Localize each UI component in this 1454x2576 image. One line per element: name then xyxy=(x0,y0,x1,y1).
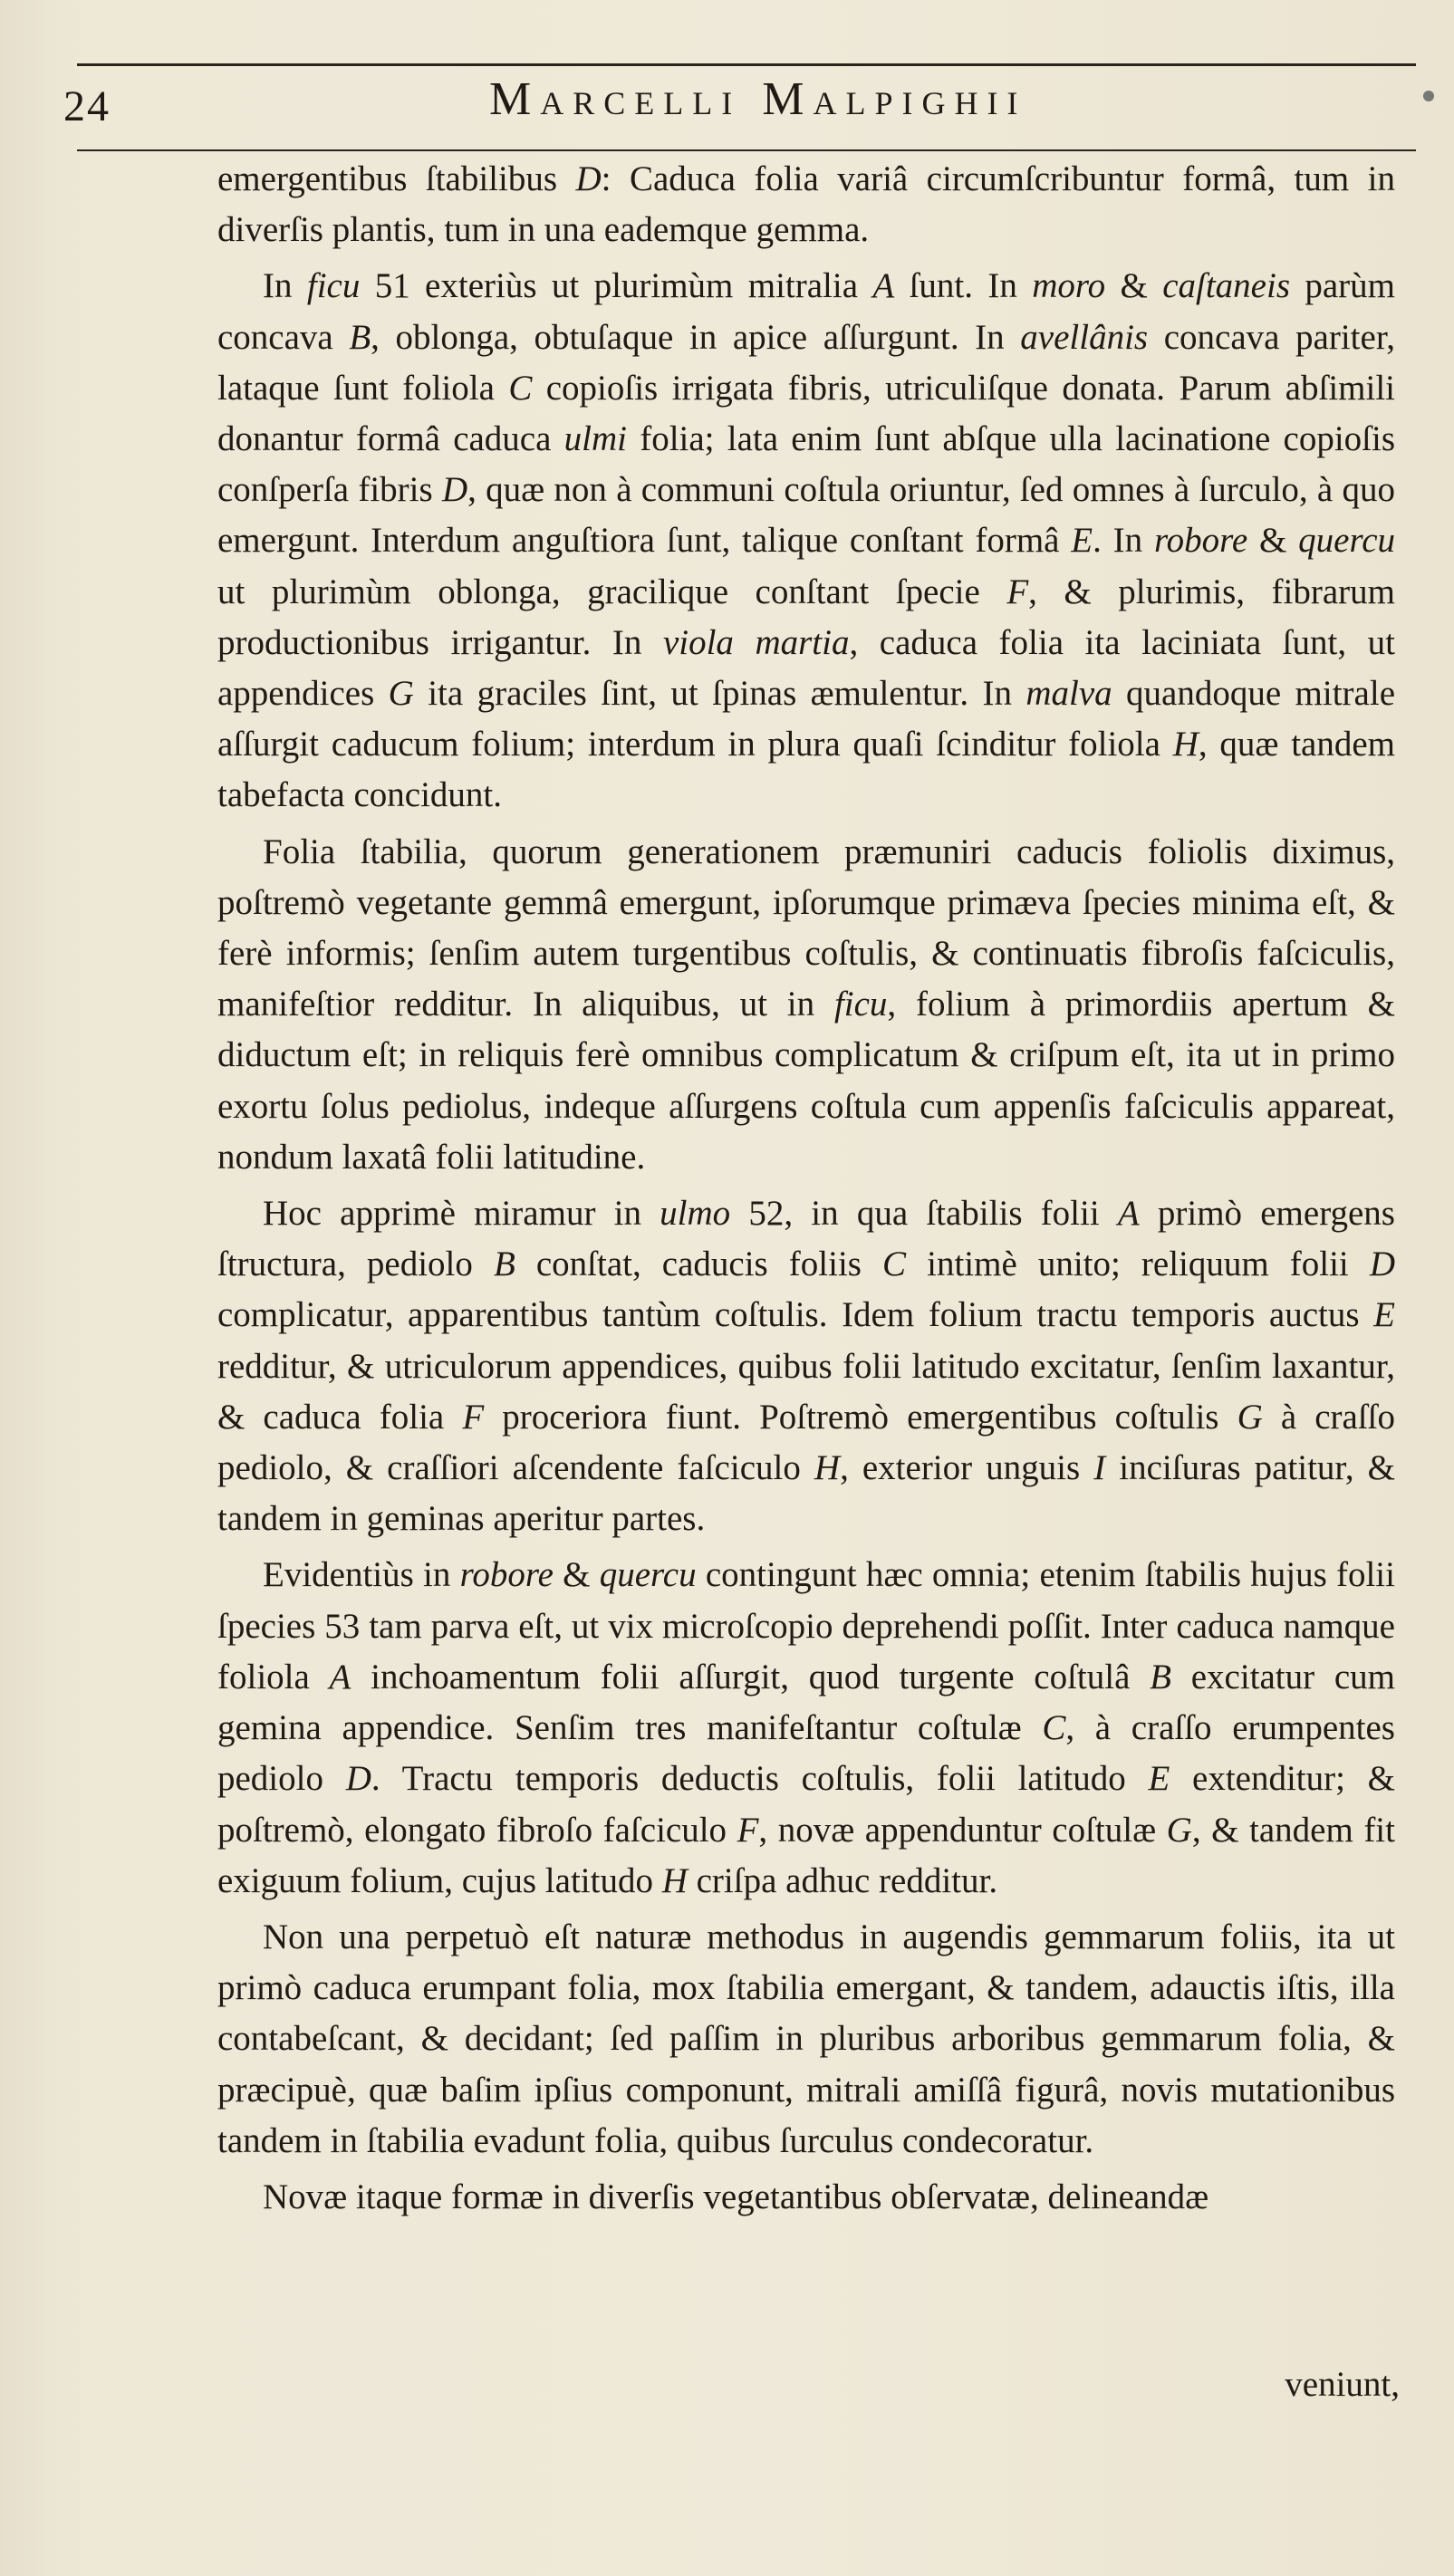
header-rule-top xyxy=(77,63,1416,66)
paragraph: Evidentiùs in robore & quercu contingunt hæc omnia; etenim ſtabilis hujus folii ſpecies 53 tam parva eſt, ut vix microſcopio deprehendi poſſit. Inter caduca namque foliola A inchoamentum folii aſſurgit, quod turgente coſtulâ B excitatur cum gemina appendice. Senſim tres manifeſtantur coſtulæ C, à craſſo erumpentes pediolo D. Tractu temporis deductis coſtulis, folii latitudo E extenditur; & poſtremò, elongato fibroſo faſciculo F, novæ appenduntur coſtulæ G, & tandem fit exiguum folium, cujus latitudo H criſpa adhuc redditur. xyxy=(217,1555,1396,1900)
paragraph: Folia ſtabilia, quorum generationem præmuniri caducis foliolis diximus, poſtremò vegetante gemmâ emergunt, ipſorumque primæva ſpecies minima eſt, & ferè informis; ſenſim autem turgentibus coſtulis, & continuatis fibroſis faſciculis, manifeſtior redditur. In aliquibus, ut in ficu, folium à primordiis apertum & diductum eſt; in reliquis ferè omnibus complicatum & criſpum eſt, ita ut in primo exortu ſolus pediolus, indeque aſſurgens coſtula cum appenſis faſciculis appareat, nondum laxatâ folii latitudine. xyxy=(217,831,1395,1177)
running-head: Marcelli Malpighii xyxy=(489,73,1027,125)
ink-speck xyxy=(1423,91,1434,101)
paragraph: Novæ itaque formæ in diverſis vegetantibus obſervatæ, delineandæ xyxy=(263,2177,1209,2216)
paragraph: Hoc apprimè miramur in ulmo 52, in qua ſtabilis folii A primò emergens ſtructura, pediolo B conſtat, caducis foliis C intimè unito; reliquum folii D complicatur, apparentibus tantùm coſtulis. Idem folium tractu temporis auctus E redditur, & utriculorum appendices, quibus folii latitudo excitatur, ſenſim laxantur, & caduca folia F proceriora fiunt. Poſtremò emergentibus coſtulis G à craſſo pediolo, & craſſiori aſcendente faſciculo H, exterior unguis I inciſuras patitur, & tandem in geminas aperitur partes. xyxy=(217,1194,1396,1539)
paragraph: In ficu 51 exteriùs ut plurimùm mitralia A ſunt. In moro & caſtaneis parùm concava B, oblonga, obtuſaque in apice aſſurgunt. In avellânis concava pariter, lataque ſunt foliola C copioſis irrigata fibris, utriculiſque donata. Parum abſimili donantur formâ caduca ulmi folia; lata enim ſunt abſque ulla lacinatione copioſis conſperſa fibris D, quæ non à communi coſtula oriuntur, ſed omnes à ſurculo, à quo emergunt. Interdum anguſtiora ſunt, talique conſtant formâ E. In robore & quercu ut plurimùm oblonga, gracilique conſtant ſpecie F, & plurimis, fibrarum productionibus irrigantur. In viola martia, caduca folia ita laciniata ſunt, ut appendices G ita graciles ſint, ut ſpinas æmulentur. In malva quandoque mitrale aſſurgit caducum folium; interdum in plura quaſi ſcinditur foliola H, quæ tandem tabefacta concidunt. xyxy=(217,266,1396,815)
header-rule-bottom xyxy=(77,149,1416,151)
catchword: veniunt, xyxy=(1285,2365,1400,2404)
body-text xyxy=(217,154,1395,2223)
paragraph: Non una perpetuò eſt naturæ methodus in augendis gemmarum foliis, ita ut primò caduca erumpant folia, mox ſtabilia emergant, & tandem, adauctis iſtis, illa contabeſcant, & decidant; ſed paſſim in pluribus arboribus gemmarum folia, & præcipuè, quæ baſim ipſius componunt, mitrali amiſſâ figurâ, novis mutationibus tandem in ſtabilia evadunt folia, quibus ſurculus condecoratur. xyxy=(217,1917,1395,2160)
paragraph: emergentibus ſtabilibus D: Caduca folia variâ circumſcribuntur formâ, tum in diverſis plantis, tum in una eademque gemma. xyxy=(217,159,1395,250)
page-number: 24 xyxy=(63,82,111,130)
